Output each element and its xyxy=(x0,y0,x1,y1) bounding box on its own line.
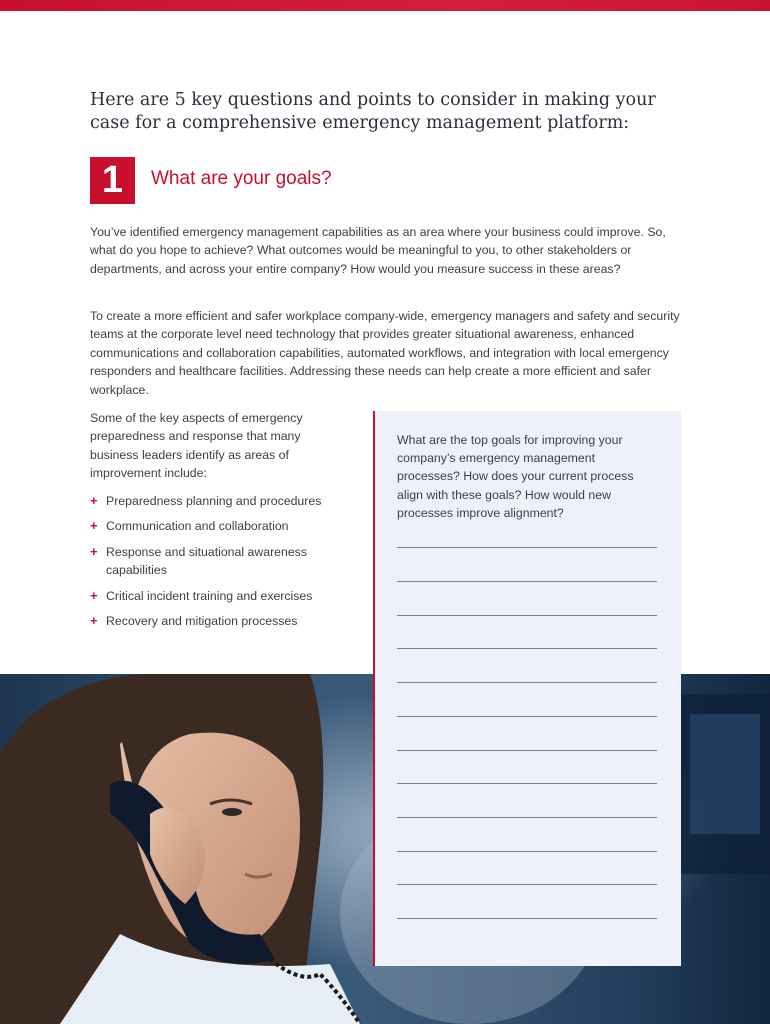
list-item xyxy=(90,517,360,535)
section-title: What are your goals? xyxy=(151,168,332,189)
list-item xyxy=(90,492,360,510)
plus-icon: + xyxy=(90,587,98,603)
list-item-text: Critical incident training and exercises xyxy=(106,588,313,603)
plus-icon: + xyxy=(90,518,98,534)
plus-icon: + xyxy=(90,613,98,629)
answer-line[interactable] xyxy=(397,615,657,616)
paragraph-goals: You’ve identified emergency management capabilities as an area where your business could improve. So, what do you hope to achieve? What outcomes would be meaningful to you, to other stakeholders or departments, and across your entire company? How would you measure success in these areas? xyxy=(90,225,666,276)
answer-line[interactable] xyxy=(397,581,657,582)
answer-line[interactable] xyxy=(397,750,657,751)
answer-line[interactable] xyxy=(397,918,657,919)
list-item xyxy=(90,543,336,580)
list-item xyxy=(90,587,360,605)
section-number-badge: 1 xyxy=(90,157,135,204)
answer-line[interactable] xyxy=(397,648,657,649)
list-item xyxy=(90,612,360,630)
aspects-intro: Some of the key aspects of emergency preparedness and response that many business leaders identify as areas of improvement include: xyxy=(90,411,303,481)
plus-icon: + xyxy=(90,543,98,559)
answer-line[interactable] xyxy=(397,547,657,548)
aspects-list xyxy=(90,492,360,637)
list-item-text: Response and situational awareness capabilities xyxy=(106,544,307,578)
worksheet-panel xyxy=(373,411,681,966)
list-item-text: Communication and collaboration xyxy=(106,519,289,534)
paragraph-workplace: To create a more efficient and safer workplace company-wide, emergency managers and safety and security teams at the corporate level need technology that provides greater situational awareness, enhanced communications and collaboration capabilities, automated workflows, and integration with local emergency responders and healthcare facilities. Addressing these needs can help create a more efficient and safer workplace. xyxy=(90,309,680,397)
list-item-text: Recovery and mitigation processes xyxy=(106,614,298,629)
plus-icon: + xyxy=(90,493,98,508)
answer-line[interactable] xyxy=(397,716,657,717)
list-item-text: Preparedness planning and procedures xyxy=(106,494,322,508)
answer-line[interactable] xyxy=(397,783,657,784)
worksheet-question: What are the top goals for improving your company’s emergency management processes? How does your current process align with these goals? How would new processes improve alignment? xyxy=(397,433,634,520)
top-accent-bar xyxy=(0,0,770,11)
answer-line[interactable] xyxy=(397,884,657,885)
answer-line[interactable] xyxy=(397,817,657,818)
answer-line[interactable] xyxy=(397,682,657,683)
intro-heading: Here are 5 key questions and points to consider in making your case for a comprehensive emergency management platform: xyxy=(90,90,656,133)
answer-line[interactable] xyxy=(397,851,657,852)
